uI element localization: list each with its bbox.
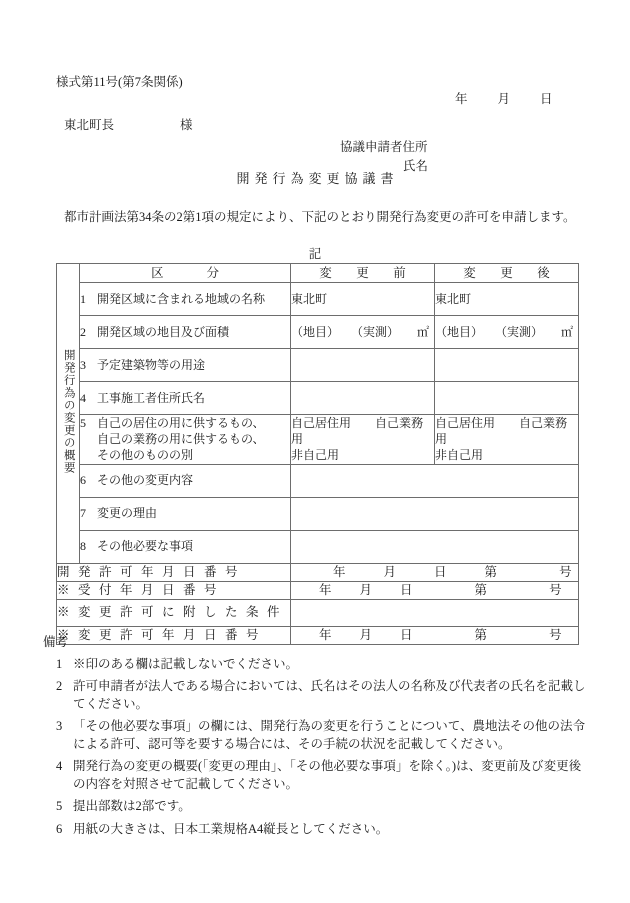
addressee-honorific: 様 xyxy=(180,118,193,132)
permit-gou-label: 号 xyxy=(559,564,572,579)
header-category: 区 分 xyxy=(80,264,291,283)
table-row xyxy=(57,530,579,563)
remark-number: 6 xyxy=(56,821,63,836)
permit-date-value[interactable] xyxy=(291,563,579,581)
receipt-dai-label: 第 xyxy=(474,582,488,597)
remark-item xyxy=(43,797,589,815)
change-permit-date-label: ※変更許可年月日番号 xyxy=(57,626,291,644)
applicant-address-label: 協議申請者住所 xyxy=(340,140,428,154)
remark-text: 「その他必要な事項」の欄には、開発行為の変更を行うことについて、農地法その他の法令による許可、認可等を要する場合には、その手続の状況を記載してください。 xyxy=(73,718,586,751)
date-day-label: 日 xyxy=(540,92,553,106)
header-after: 変 更 後 xyxy=(435,264,579,283)
row-1-label-cell xyxy=(80,283,291,316)
row-1-number: 1 xyxy=(80,291,86,306)
date-line xyxy=(455,93,553,106)
row-5-before-value[interactable] xyxy=(291,415,435,465)
change-permit-month-label: 月 xyxy=(359,627,373,642)
receipt-year-label: 年 xyxy=(319,582,332,597)
permit-month-label: 月 xyxy=(383,564,397,579)
remark-text: 用紙の大きさは、日本工業規格A4縦長としてください。 xyxy=(73,821,389,836)
row-5-label: 自己の居住の用に供するもの、自己の業務の用に供するもの、その他のものの別 xyxy=(97,416,265,463)
row-4-after-value[interactable] xyxy=(435,382,579,415)
change-permit-conditions-label: ※変更許可に附した条件 xyxy=(57,599,291,626)
remark-item xyxy=(43,677,589,713)
row-7-label: 変更の理由 xyxy=(97,506,158,521)
row-3-after-value[interactable] xyxy=(435,349,579,382)
row-5-after-line2: 非自己用 xyxy=(435,448,484,463)
table-row xyxy=(57,497,579,530)
row-4-label-cell xyxy=(80,382,291,415)
receipt-day-label: 日 xyxy=(400,582,413,597)
row-2-number: 2 xyxy=(80,324,86,339)
remark-text: 提出部数は2部です。 xyxy=(73,799,191,814)
row-6-label: その他の変更内容 xyxy=(97,473,194,488)
change-permit-year-label: 年 xyxy=(319,627,332,642)
applicant-name-label: 氏名 xyxy=(403,159,429,173)
form-number: 様式第11号(第7条関係) xyxy=(56,75,183,89)
row-8-label: その他必要な事項 xyxy=(97,539,194,554)
permit-day-label: 日 xyxy=(434,564,447,579)
table-row xyxy=(57,563,579,581)
row-7-value[interactable] xyxy=(291,497,579,530)
receipt-month-label: 月 xyxy=(359,582,373,597)
row-5-before-line1: 自己居住用 自己業務用 xyxy=(291,416,424,447)
receipt-date-label: ※受付年月日番号 xyxy=(57,581,291,599)
row-7-number: 7 xyxy=(80,506,86,521)
change-permit-gou-label: 号 xyxy=(549,627,562,642)
remark-number: 4 xyxy=(56,759,63,774)
row-5-after-line1: 自己居住用 自己業務用 xyxy=(435,416,568,447)
table-header-row xyxy=(57,264,579,283)
row-6-number: 6 xyxy=(80,473,86,488)
receipt-date-value[interactable] xyxy=(291,581,579,599)
remark-text: 許可申請者が法人である場合においては、氏名はその法人の名称及び代表者の氏名を記載してください。 xyxy=(73,678,586,711)
row-2-label: 開発区域の地目及び面積 xyxy=(97,324,230,339)
remark-item xyxy=(43,655,589,673)
row-1-label: 開発区域に含まれる地域の名称 xyxy=(97,291,266,306)
remark-item xyxy=(43,820,589,838)
table-row xyxy=(57,599,579,626)
remark-number: 5 xyxy=(56,799,63,814)
row-1-before-value[interactable]: 東北町 xyxy=(291,283,435,316)
row-3-before-value[interactable] xyxy=(291,349,435,382)
remarks-section xyxy=(43,636,589,842)
row-5-label-cell xyxy=(80,415,291,465)
row-2-label-cell xyxy=(80,316,291,349)
permit-date-label: 開発許可年月日番号 xyxy=(57,563,291,581)
row-4-label: 工事施工者住所氏名 xyxy=(97,390,206,405)
table-row xyxy=(57,415,579,465)
remarks-title: 備考 xyxy=(43,635,69,649)
permit-year-label: 年 xyxy=(333,564,346,579)
row-6-value[interactable] xyxy=(291,464,579,497)
row-4-before-value[interactable] xyxy=(291,382,435,415)
remark-number: 2 xyxy=(56,678,63,693)
remark-text: 開発行為の変更の概要(「変更の理由」、「その他必要な事項」を除く。)は、変更前及び変更後の内容を対照させて記載してください。 xyxy=(73,759,582,792)
table-row xyxy=(57,581,579,599)
remark-number: 3 xyxy=(56,718,63,733)
table-row xyxy=(57,464,579,497)
remark-item xyxy=(43,757,589,793)
change-permit-dai-label: 第 xyxy=(474,627,488,642)
ki-mark: 記 xyxy=(308,247,322,261)
row-8-value[interactable] xyxy=(291,530,579,563)
remark-number: 1 xyxy=(56,656,63,671)
date-year-label: 年 xyxy=(455,92,468,106)
date-month-label: 月 xyxy=(497,92,511,106)
row-3-number: 3 xyxy=(80,357,86,372)
row-6-label-cell xyxy=(80,464,291,497)
permit-dai-label: 第 xyxy=(484,564,498,579)
row-3-label: 予定建築物等の用途 xyxy=(97,357,206,372)
row-1-after-value[interactable]: 東北町 xyxy=(435,283,579,316)
row-4-number: 4 xyxy=(80,390,86,405)
vertical-rubric-text: 開発行為の変更の概要 xyxy=(62,348,75,474)
row-8-number: 8 xyxy=(80,539,86,554)
change-permit-conditions-value[interactable] xyxy=(291,599,579,626)
row-8-label-cell xyxy=(80,530,291,563)
addressee-line xyxy=(64,119,193,132)
vertical-rubric-cell xyxy=(57,264,80,564)
table-row xyxy=(57,349,579,382)
table-row xyxy=(57,283,579,316)
table-row xyxy=(57,316,579,349)
row-2-after-value[interactable]: （地目） （実測） ㎡ xyxy=(435,316,579,349)
receipt-gou-label: 号 xyxy=(549,582,562,597)
row-5-number: 5 xyxy=(80,416,86,430)
development-change-table xyxy=(56,263,579,645)
remark-item xyxy=(43,717,589,753)
header-before: 変 更 前 xyxy=(291,264,435,283)
row-7-label-cell xyxy=(80,497,291,530)
table-row xyxy=(57,382,579,415)
remark-text: ※印のある欄は記載しないでください。 xyxy=(73,656,299,671)
change-permit-day-label: 日 xyxy=(400,627,413,642)
lead-paragraph: 都市計画法第34条の2第1項の規定により、下記のとおり開発行為変更の許可を申請します。 xyxy=(64,210,576,224)
row-2-before-value[interactable]: （地目） （実測） ㎡ xyxy=(291,316,435,349)
document-title: 開発行為変更協議書 xyxy=(236,171,399,186)
addressee-name: 東北町長 xyxy=(64,118,115,132)
row-3-label-cell xyxy=(80,349,291,382)
row-5-after-value[interactable] xyxy=(435,415,579,465)
row-5-before-line2: 非自己用 xyxy=(291,448,340,463)
